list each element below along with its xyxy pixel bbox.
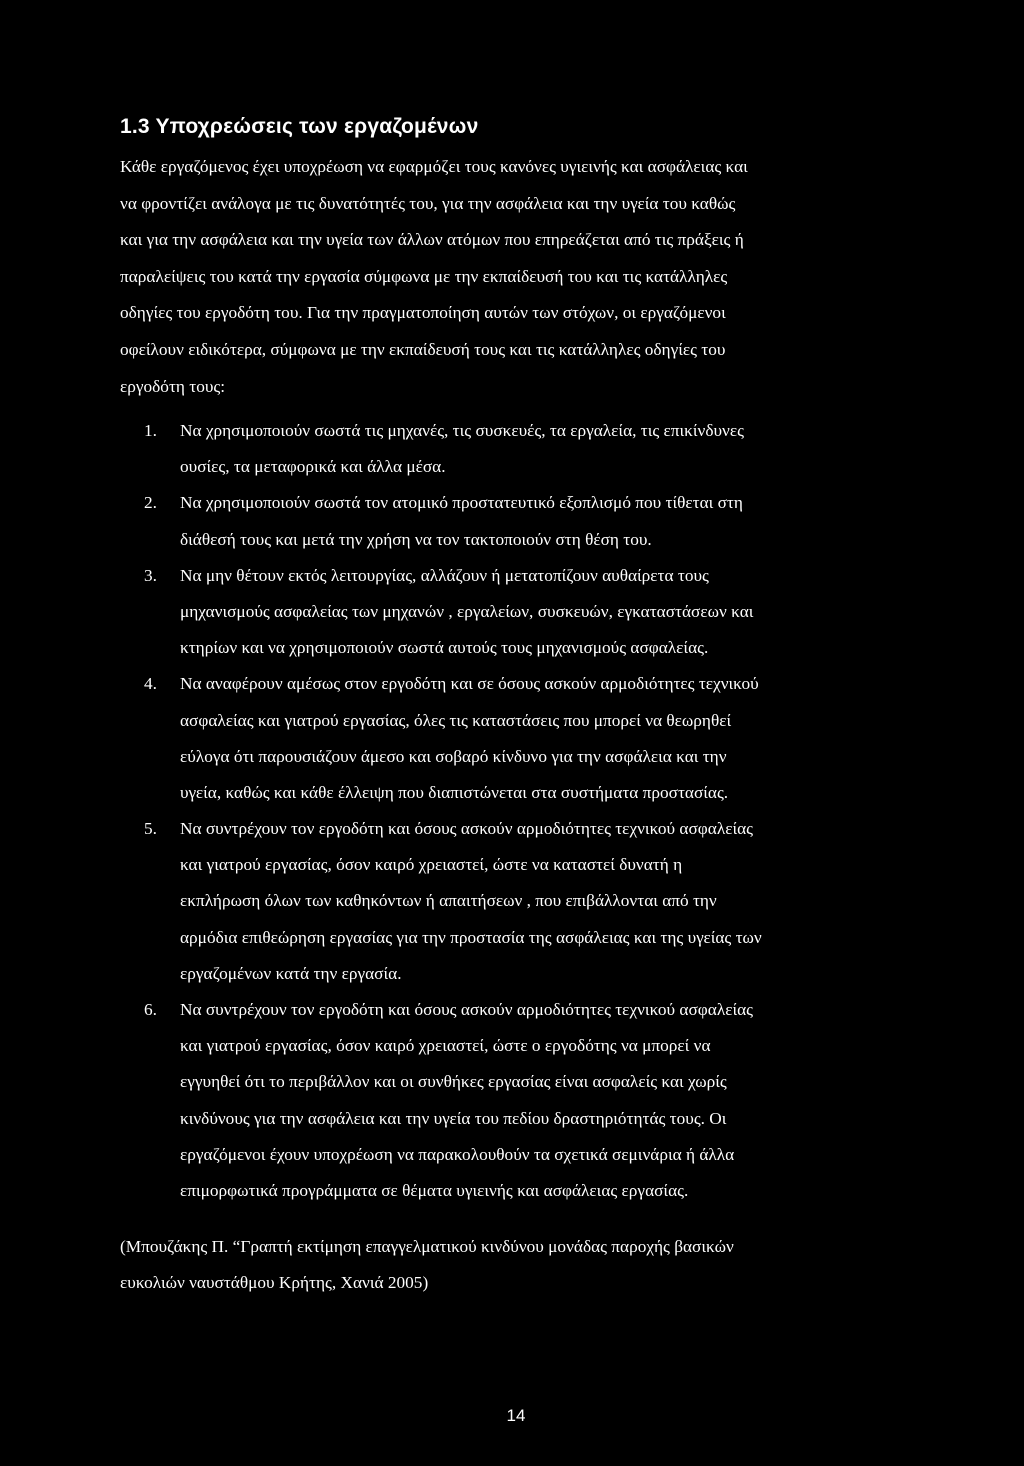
list-item: [144, 558, 762, 667]
intro-line: και για την ασφάλεια και την υγεία των άλλων ατόμων που επηρεάζεται από τις πράξεις ή: [120, 230, 744, 250]
list-item-line: μηχανισμούς ασφαλείας των μηχανών , εργαλείων, συσκευών, εγκαταστάσεων και: [180, 601, 754, 621]
list-item-line: Να αναφέρουν αμέσως στον εργοδότη και σε όσους ασκούν αρμοδιότητες τεχνικού: [180, 674, 759, 694]
list-item-number: 4.: [144, 674, 157, 694]
list-item-text: [180, 666, 762, 811]
list-item-number: 6.: [144, 1000, 157, 1019]
list-item-number: 3.: [144, 565, 157, 585]
list-item-line: εκπλήρωση όλων των καθηκόντων ή απαιτήσεων , που επιβάλλονται από την: [180, 891, 717, 911]
list-item-text: [180, 811, 762, 992]
list-item: [144, 413, 762, 485]
citation-line: (Μπουζάκης Π. “Γραπτή εκτίμηση επαγγελματικού κινδύνου μονάδας παροχής βασικών: [120, 1237, 734, 1256]
list-item-line: υγεία, καθώς και κάθε έλλειψη που διαπιστώνεται στα συστήματα προστασίας.: [180, 782, 729, 802]
list-item-text: [180, 992, 762, 1209]
list-item-line: ουσίες, τα μεταφορικά και άλλα μέσα.: [180, 457, 446, 477]
list-item-text: [180, 485, 762, 557]
list-item-text: [180, 558, 762, 667]
list-item: [144, 485, 762, 557]
list-item-line: Να χρησιμοποιούν σωστά τις μηχανές, τις συσκευές, τα εργαλεία, τις επικίνδυνες: [180, 421, 744, 440]
list-item-line: κινδύνους για την ασφάλεια και την υγεία του πεδίου δραστηριότητάς τους. Οι: [180, 1108, 727, 1128]
page-number: 14: [506, 1406, 526, 1425]
list-item-line: επιμορφωτικά προγράμματα σε θέματα υγιεινής και ασφάλειας εργασίας.: [180, 1180, 689, 1200]
list-item-line: και γιατρού εργασίας, όσον καιρό χρειαστεί, ώστε να καταστεί δυνατή η: [180, 855, 683, 875]
list-item-number: 2.: [144, 493, 157, 513]
obligations-list: [144, 413, 762, 1209]
list-item-line: ασφαλείας και γιατρού εργασίας, όλες τις καταστάσεις που μπορεί να θεωρηθεί: [180, 710, 732, 730]
intro-paragraph: [120, 149, 748, 405]
list-item: [144, 811, 762, 992]
list-item-line: εγγυηθεί ότι το περιβάλλον και οι συνθήκες εργασίας είναι ασφαλείς και χωρίς: [180, 1072, 727, 1092]
list-item-line: αρμόδια επιθεώρηση εργασίας για την προστασία της ασφάλειας και της υγείας των: [180, 927, 762, 947]
list-item-line: Να συντρέχουν τον εργοδότη και όσους ασκούν αρμοδιότητες τεχνικού ασφαλείας: [180, 819, 753, 839]
list-item: [144, 666, 762, 811]
list-item-line: Να συντρέχουν τον εργοδότη και όσους ασκούν αρμοδιότητες τεχνικού ασφαλείας: [180, 1000, 753, 1019]
list-item-line: κτηρίων και να χρησιμοποιούν σωστά αυτούς τους μηχανισμούς ασφαλείας.: [180, 638, 709, 658]
intro-line: παραλείψεις του κατά την εργασία σύμφωνα με την εκπαίδευσή του και τις κατάλληλες: [120, 266, 728, 286]
list-item-line: Να χρησιμοποιούν σωστά τον ατομικό προστατευτικό εξοπλισμό που τίθεται στη: [180, 493, 743, 513]
citation-line: ευκολιών ναυστάθμου Κρήτης, Χανιά 2005): [120, 1273, 429, 1293]
list-item-text: [180, 413, 762, 485]
list-item-line: διάθεσή τους και μετά την χρήση να τον τακτοποιούν στη θέση του.: [180, 529, 652, 549]
list-item-line: εύλογα ότι παρουσιάζουν άμεσο και σοβαρό κίνδυνο για την ασφάλεια και την: [180, 746, 727, 766]
section-heading: 1.3 Υποχρεώσεις των εργαζομένων: [120, 115, 479, 138]
list-item-number: 1.: [144, 421, 157, 440]
list-item-line: εργαζομένων κατά την εργασία.: [180, 963, 402, 983]
list-item-line: και γιατρού εργασίας, όσον καιρό χρειαστεί, ώστε ο εργοδότης να μπορεί να: [180, 1036, 711, 1056]
intro-line: οφείλουν ειδικότερα, σύμφωνα με την εκπαίδευσή τους και τις κατάλληλες οδηγίες του: [120, 339, 726, 359]
list-item-number: 5.: [144, 819, 157, 839]
intro-line: εργοδότη τους:: [120, 376, 226, 396]
list-item: [144, 992, 762, 1209]
intro-line: να φροντίζει ανάλογα με τις δυνατότητές του, για την ασφάλεια και την υγεία του καθώς: [120, 193, 736, 213]
citation: [120, 1229, 734, 1301]
intro-line: οδηγίες του εργοδότη του. Για την πραγματοποίηση αυτών των στόχων, οι εργαζόμενοι: [120, 303, 726, 323]
list-item-line: εργαζόμενοι έχουν υποχρέωση να παρακολουθούν τα σχετικά σεμινάρια ή άλλα: [180, 1144, 735, 1164]
intro-line: Κάθε εργαζόμενος έχει υποχρέωση να εφαρμόζει τους κανόνες υγιεινής και ασφάλειας και: [120, 157, 748, 176]
list-item-line: Να μην θέτουν εκτός λειτουργίας, αλλάζουν ή μετατοπίζουν αυθαίρετα τους: [180, 565, 709, 585]
